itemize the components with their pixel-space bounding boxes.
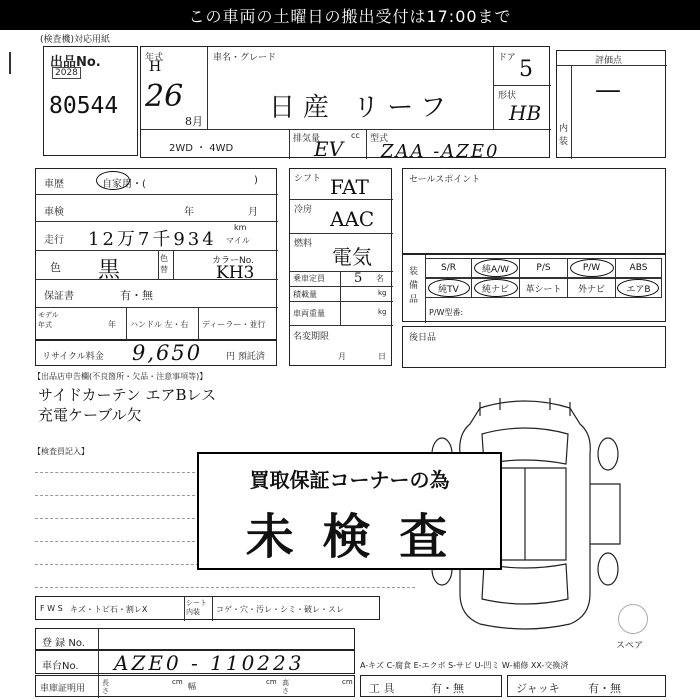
shift-label: シフト bbox=[294, 174, 322, 184]
height-label: 高さ bbox=[282, 679, 289, 695]
car-name-label: 車名・グレード bbox=[213, 53, 277, 63]
circle-pw bbox=[570, 259, 614, 277]
fuel: 電気 bbox=[332, 245, 372, 269]
equip-genuine-navi: 純ナビ bbox=[471, 278, 520, 298]
interior-label: 内装 bbox=[559, 124, 569, 147]
banner: この車両の土曜日の搬出受付は17:00まで bbox=[0, 0, 700, 30]
vehicle-header-box bbox=[140, 46, 550, 162]
mileage: 12万7千934 bbox=[88, 229, 217, 250]
score-box bbox=[556, 50, 666, 158]
era: H bbox=[149, 59, 162, 75]
notes-label: 【出品店申告欄(不良箇所・欠品・注意事項等)】 bbox=[33, 372, 208, 381]
equip-genuine-aw: 純A/W bbox=[471, 258, 520, 278]
capacity-unit: 名 bbox=[376, 274, 384, 283]
color: 黒 bbox=[98, 258, 121, 283]
tools-row bbox=[360, 675, 502, 697]
fw-label: F W S bbox=[40, 604, 63, 613]
height-unit: cm bbox=[342, 678, 353, 686]
tools-value: 有・無 bbox=[431, 682, 464, 695]
unchecked-stamp bbox=[197, 452, 502, 570]
tools-label: 工 具 bbox=[369, 682, 395, 695]
seat-text: コゲ・穴・汚レ・シミ・破レ・スレ bbox=[216, 605, 344, 614]
stamp-line2: 未 検 査 bbox=[245, 509, 454, 565]
load-unit: kg bbox=[378, 289, 387, 297]
registration-row bbox=[35, 628, 355, 650]
color-change-label: 色替 bbox=[160, 254, 168, 274]
guide-line bbox=[35, 587, 415, 588]
handle-label: ハンドル 左・右 bbox=[130, 320, 189, 329]
lot-label: 出品No. bbox=[50, 55, 101, 70]
lot-code: 2028 bbox=[52, 67, 81, 79]
guide-line bbox=[35, 495, 195, 496]
history-close: ) bbox=[254, 175, 258, 186]
month: 8月 bbox=[185, 115, 203, 128]
margin-mark bbox=[9, 52, 11, 74]
drive-label: 2WD ・ 4WD bbox=[169, 143, 234, 154]
recycle-unit: 円 預託済 bbox=[226, 352, 265, 362]
stamp-line1: 買取保証コーナーの為 bbox=[249, 468, 450, 492]
history-label: 車歴 bbox=[44, 179, 64, 190]
spare-tire-icon bbox=[618, 604, 648, 634]
damage-legend: A-キズ C-腐食 E-エクボ S-サビ U-凹ミ W-補修 XX-交換済 bbox=[360, 661, 569, 670]
model-year-label: モデル年式 bbox=[38, 311, 59, 329]
color-label: 色 bbox=[50, 261, 61, 274]
score-label: 評価点 bbox=[595, 56, 623, 66]
jack-label: ジャッキ bbox=[516, 682, 560, 695]
jack-value: 有・無 bbox=[588, 682, 621, 695]
equip-genuine-tv: 純TV bbox=[425, 278, 472, 298]
garage-label: 車庫証明用 bbox=[40, 684, 86, 694]
equip-leather-seat: 革シート bbox=[519, 278, 568, 298]
model: ZAA -AZE0 bbox=[381, 141, 500, 162]
displacement-label: 排気量 bbox=[293, 134, 321, 144]
fw-text: キズ・トビ石・割レX bbox=[70, 605, 148, 614]
history-value: 自家用・( bbox=[102, 179, 146, 190]
equipment-label: 装備品 bbox=[409, 267, 419, 305]
ac: AAC bbox=[330, 207, 375, 231]
year: 26 bbox=[145, 79, 184, 114]
guide-line bbox=[35, 472, 195, 473]
weight-label: 車両重量 bbox=[293, 309, 325, 318]
inspector-label: 【検査員記入】 bbox=[33, 447, 89, 456]
car-name: 日産 リーフ bbox=[269, 93, 454, 123]
history-circle bbox=[96, 171, 130, 190]
color-code: KH3 bbox=[216, 263, 255, 283]
recycle-label: リサイクル料金 bbox=[42, 352, 104, 362]
jack-row bbox=[507, 675, 666, 697]
capacity: 5 bbox=[354, 271, 363, 286]
spare-label: スペア bbox=[616, 641, 644, 651]
lot-number: 80544 bbox=[49, 93, 119, 119]
inspection-label: 車検 bbox=[44, 207, 64, 218]
equip-ps: P/S bbox=[519, 258, 568, 278]
color-code-label: カラーNo. bbox=[212, 256, 254, 266]
width-label: 幅 bbox=[188, 682, 196, 691]
dealer-label: ディーラー・並行 bbox=[202, 320, 266, 329]
circle-airbag bbox=[617, 279, 659, 297]
shift: FAT bbox=[330, 175, 369, 199]
equip-pw: P/W bbox=[567, 258, 616, 278]
sales-point-label: セールスポイント bbox=[409, 175, 481, 185]
equip-sr: S/R bbox=[425, 258, 472, 278]
chassis-label: 車台No. bbox=[42, 661, 79, 672]
mechanics-box bbox=[289, 168, 392, 366]
notes-line2: 充電ケーブル欠 bbox=[38, 406, 142, 424]
length-label: 長さ bbox=[102, 679, 109, 695]
width-unit: cm bbox=[266, 678, 277, 686]
sheet-type: (検査機)対応用紙 bbox=[40, 35, 111, 45]
model-year-unit: 年 bbox=[108, 320, 116, 329]
ac-label: 冷房 bbox=[294, 205, 313, 215]
arrival-box bbox=[402, 326, 666, 368]
guide-line bbox=[35, 518, 195, 519]
shape-label: 形状 bbox=[498, 91, 517, 101]
cc-unit: cc bbox=[351, 131, 360, 140]
notes-line1: サイドカーテン エアBレス bbox=[38, 386, 217, 404]
displacement: EV bbox=[314, 137, 344, 161]
circle-genuine-tv bbox=[428, 279, 470, 297]
chassis-number: AZE0 - 110223 bbox=[114, 651, 305, 675]
recycle-box bbox=[35, 340, 277, 366]
registration-label: 登 録 No. bbox=[42, 638, 85, 649]
lot-box bbox=[43, 46, 138, 156]
chassis-row bbox=[35, 650, 355, 674]
equip-aftermarket-navi: 外ナビ bbox=[567, 278, 616, 298]
history-box bbox=[35, 168, 277, 340]
garage-row bbox=[35, 675, 355, 697]
fuel-label: 燃料 bbox=[294, 239, 313, 249]
equip-airbag: エアB bbox=[615, 278, 662, 298]
shape: HB bbox=[509, 101, 542, 125]
change-label: 名変期限 bbox=[293, 332, 330, 342]
recycle-amount: 9,650 bbox=[132, 341, 203, 365]
equip-abs: ABS bbox=[615, 258, 662, 278]
sales-point-box bbox=[402, 168, 666, 254]
equipment-model-label: P/W型番: bbox=[429, 308, 464, 317]
length-unit: cm bbox=[172, 678, 183, 686]
circle-genuine-aw bbox=[474, 259, 518, 277]
change-month: 月 bbox=[338, 352, 346, 361]
mile-unit: マイル bbox=[226, 236, 250, 245]
year-label: 年式 bbox=[145, 53, 164, 63]
door-label: ドア bbox=[498, 53, 516, 63]
inspection-month-unit: 月 bbox=[248, 207, 258, 218]
mileage-label: 走行 bbox=[44, 235, 64, 246]
warranty-label: 保証書 bbox=[44, 291, 74, 302]
inspection-year-unit: 年 bbox=[184, 207, 194, 218]
score: — bbox=[595, 75, 621, 105]
guide-line bbox=[35, 541, 195, 542]
seat-label: シート内装 bbox=[186, 599, 207, 616]
weight-unit: kg bbox=[378, 308, 387, 316]
capacity-label: 乗車定員 bbox=[293, 274, 325, 283]
km-unit: km bbox=[234, 223, 247, 232]
circle-genuine-navi bbox=[474, 279, 518, 297]
arrival-label: 後日品 bbox=[409, 333, 437, 343]
load-label: 積載量 bbox=[293, 290, 317, 299]
warranty-options: 有・無 bbox=[120, 289, 153, 302]
doors: 5 bbox=[519, 57, 533, 82]
change-day: 日 bbox=[378, 352, 386, 361]
defects-row bbox=[35, 596, 380, 620]
model-label: 型式 bbox=[370, 134, 389, 144]
